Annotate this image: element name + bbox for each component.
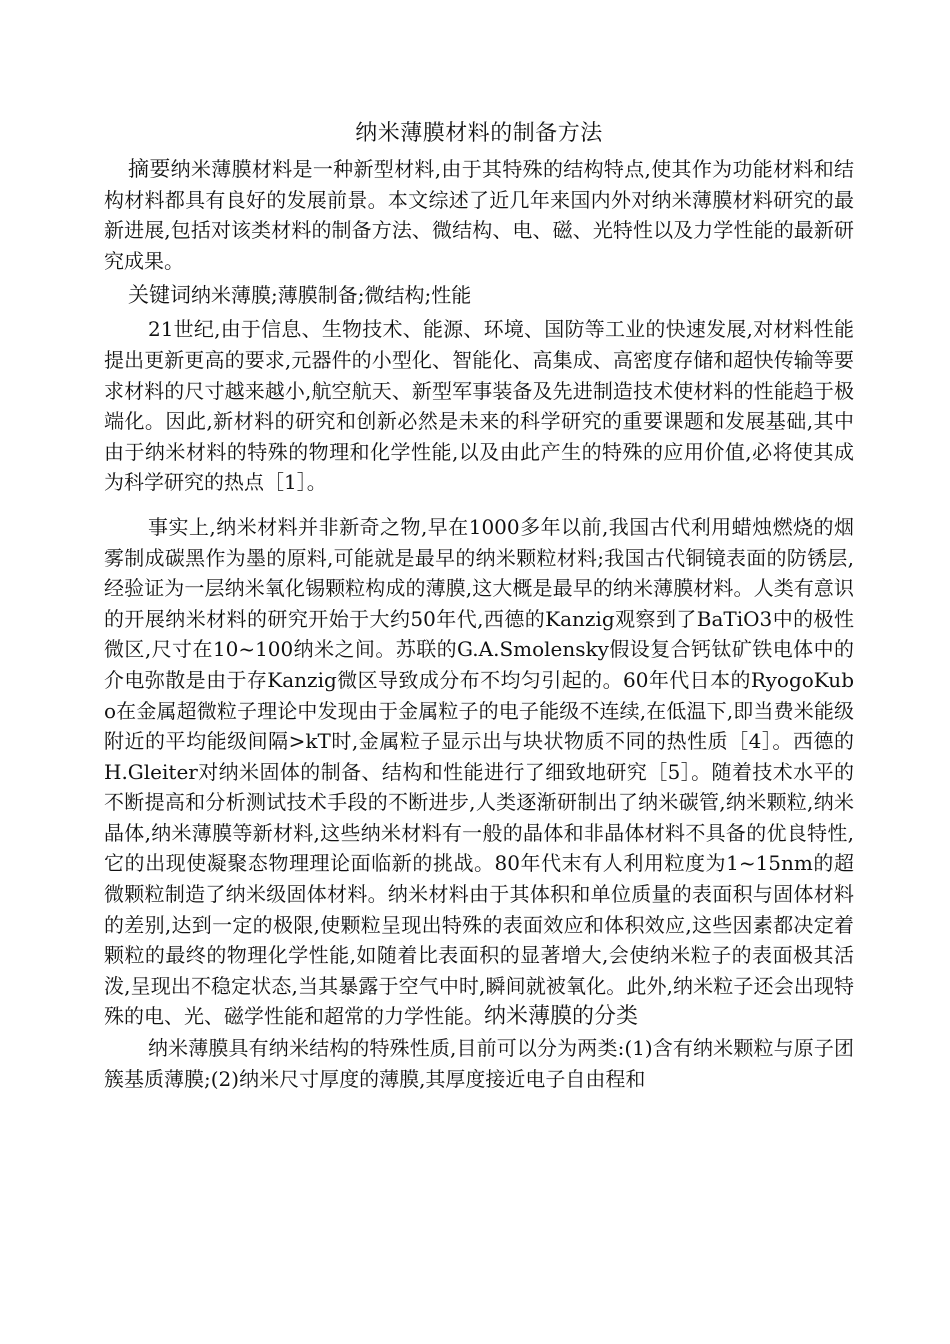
body-paragraph-3: 纳米薄膜具有纳米结构的特殊性质,目前可以分为两类:(1)含有纳米颗粒与原子团簇基质薄膜;(2)纳米尺寸厚度的薄膜,其厚度接近电子自由程和: [104, 1036, 854, 1091]
document-body: [104, 114, 854, 1094]
abstract-text: 纳米薄膜材料是一种新型材料,由于其特殊的结构特点,使其作为功能材料和结构材料都具有良好的发展前景。本文综述了近几年来国内外对纳米薄膜材料研究的最新进展,包括对该类材料的制备方法、微结构、电、磁、光特性以及力学性能的最新研究成果。: [104, 157, 855, 273]
abstract-paragraph: [104, 154, 854, 276]
keywords-text: 纳米薄膜;薄膜制备;微结构;性能: [191, 283, 472, 308]
abstract-label: 摘要: [128, 157, 171, 181]
keywords-label: 关键词: [128, 283, 191, 308]
section-heading: 纳米薄膜的分类: [484, 1004, 639, 1030]
paragraph-spacer: [104, 498, 854, 512]
body-paragraph-1: 21世纪,由于信息、生物技术、能源、环境、国防等工业的快速发展,对材料性能提出更新更高的要求,元器件的小型化、智能化、高集成、高密度存储和超快传输等要求材料的尺寸越来越小,航空航天、新型军事装备及先进制造技术使材料的性能趋于极端化。因此,新材料的研究和创新必然是未来的科学研究的重要课题和发展基础,其中由于纳米材料的特殊的物理和化学性能,以及由此产生的特殊的应用价值,必将使其成为科学研究的热点［1］。: [104, 317, 854, 495]
document-title: 纳米薄膜材料的制备方法: [355, 121, 603, 146]
body-paragraph-2: [104, 512, 854, 1033]
body-paragraph-2-text: 事实上,纳米材料并非新奇之物,早在1000多年以前,我国古代利用蜡烛燃烧的烟雾制成碳黑作为墨的原料,可能就是最早的纳米颗粒材料;我国古代铜镜表面的防锈层,经验证为一层纳米氧化锡颗粒构成的薄膜,这大概是最早的纳米薄膜材料。人类有意识的开展纳米材料的研究开始于大约50年代,西德的Kanzig观察到了BaTiO3中的极性微区,尺寸在10~100纳米之间。苏联的G.A.Smolensky假设复合钙钛矿铁电体中的介电弥散是由于存Kanzig微区导致成分布不均匀引起的。60年代日本的RyogoKubo在金属超微粒子理论中发现由于金属粒子的电子能级不连续,在低温下,即当费米能级附近的平均能级间隔>kT时,金属粒子显示出与块状物质不同的热性质［4］。西德的H.Gleiter对纳米固体的制备、结构和性能进行了细致地研究［5］。随着技术水平的不断提高和分析测试技术手段的不断进步,人类逐渐研制出了纳米碳管,纳米颗粒,纳米晶体,纳米薄膜等新材料,这些纳米材料有一般的晶体和非晶体材料不具备的优良特性,它的出现使凝聚态物理理论面临新的挑战。80年代末有人利用粒度为1~15nm的超微颗粒制造了纳米级固体材料。纳米材料由于其体积和单位质量的表面积与固体材料的差别,达到一定的极限,使颗粒呈现出特殊的表面效应和体积效应,这些因素都决定着颗粒的最终的物理化学性能,如随着比表面积的显著增大,会使纳米粒子的表面极其活泼,呈现出不稳定状态,当其暴露于空气中时,瞬间就被氧化。此外,纳米粒子还会出现特殊的电、光、磁学性能和超常的力学性能。: [104, 514, 854, 1029]
keywords-paragraph: [104, 278, 854, 312]
